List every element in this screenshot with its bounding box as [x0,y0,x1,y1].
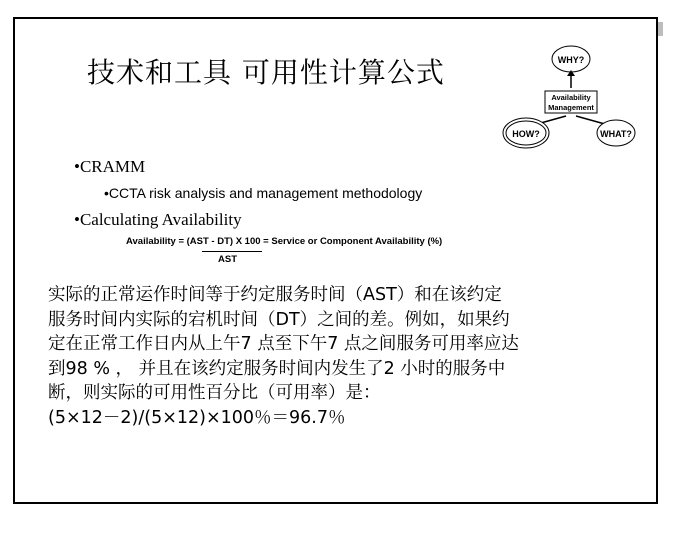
center-label-2: Management [548,103,594,112]
paragraph-line: 定在正常工作日内从上午7 点至下午7 点之间服务可用率应达 [48,334,519,354]
paragraph-line: 服务时间内实际的宕机时间（DT）之间的差。例如，如果约 [48,309,510,330]
paragraph-line: (5×12－2)/(5×12)×100％＝96.7％ [48,407,346,428]
diagram-svg [500,40,650,155]
why-label: WHY? [557,55,585,65]
formula-fraction-bar [202,251,262,252]
explanation-paragraph [48,283,618,430]
paragraph-line: 实际的正常运作时间等于约定服务时间（AST）和在该约定 [48,285,502,305]
center-label-1: Availability [551,93,591,102]
paragraph-line: 到98 % ， 并且在该约定服务时间内发生了2 小时的服务中 [48,358,506,379]
what-label: WHAT? [600,129,632,139]
availability-diagram [500,40,650,155]
slide-title: 技术和工具 可用性计算公式 [87,56,445,89]
availability-formula [126,236,443,265]
formula-numerator: Availability = (AST - DT) X 100 = Service or Component Availability (%) [126,236,443,247]
paragraph-line: 断，则实际的可用性百分比（可用率）是： [48,383,381,403]
bullet-ccta: •CCTA risk analysis and management methodology [104,185,423,201]
bullet-calculating: •Calculating Availability [74,210,242,229]
bullet-cramm: •CRAMM [74,157,146,176]
how-label: HOW? [512,129,540,139]
formula-denominator: AST [218,254,237,265]
